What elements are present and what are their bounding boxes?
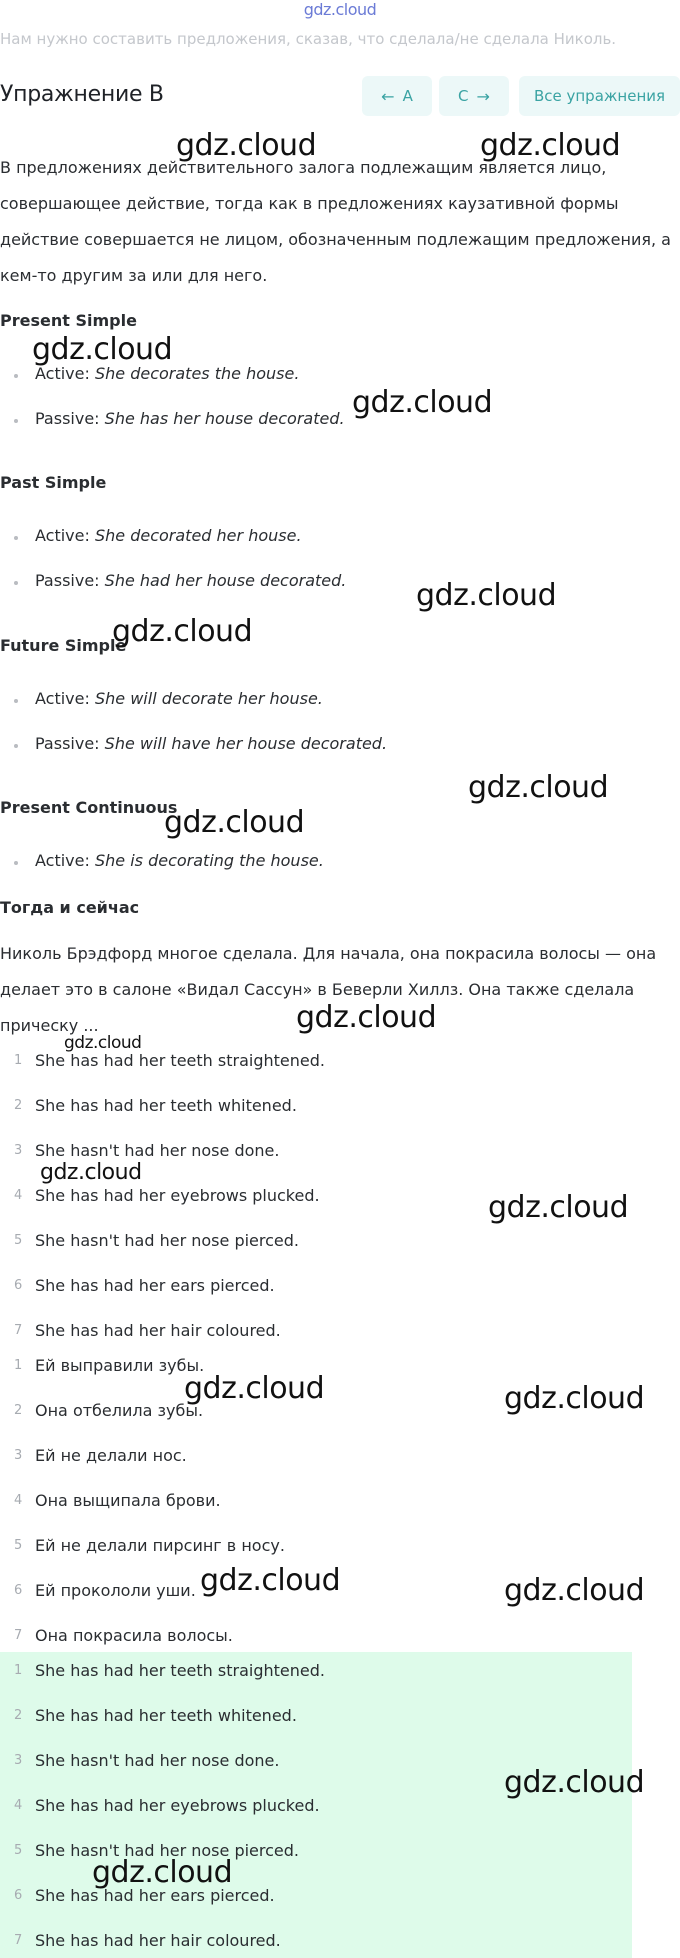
next-exercise-button[interactable]	[439, 76, 509, 116]
item-text: She hasn't had her nose pierced.	[35, 1841, 299, 1860]
list-item	[0, 1321, 680, 1351]
list-item	[0, 1536, 680, 1566]
item-number: 1	[14, 1663, 23, 1678]
item-text: Ей не делали пирсинг в носу.	[35, 1536, 285, 1555]
item-number: 4	[14, 1493, 23, 1508]
list-item	[0, 1051, 680, 1081]
example-item: Active: She will decorate her house.	[16, 689, 323, 708]
item-text: Ей не делали нос.	[35, 1446, 187, 1465]
item-number: 3	[14, 1753, 23, 1768]
item-text: She has had her ears pierced.	[35, 1276, 275, 1295]
item-text: She hasn't had her nose pierced.	[35, 1231, 299, 1250]
item-text: Она покрасила волосы.	[35, 1626, 233, 1645]
all-exercises-button[interactable]	[519, 76, 680, 116]
example-item: Active: She decorated her house.	[16, 526, 302, 545]
list-item	[0, 1931, 680, 1958]
list-item	[0, 1491, 680, 1521]
watermark: gdz.cloud	[164, 805, 305, 840]
section-heading-then-now: Тогда и сейчас	[0, 898, 140, 917]
then-now-paragraph: Николь Брэдфорд многое сделала. Для начала, она покрасила волосы — она делает это в салоне «Видал Сассун» в Беверли Хиллз. Она также сделала прическу ...	[0, 944, 657, 1035]
item-number: 5	[14, 1843, 23, 1858]
section-heading-present-simple: Present Simple	[0, 311, 137, 330]
item-text: Ей прокололи уши.	[35, 1581, 196, 1600]
item-text: She has had her eyebrows plucked.	[35, 1796, 320, 1815]
watermark: gdz.cloud	[40, 1160, 142, 1185]
watermark: gdz.cloud	[176, 128, 317, 163]
item-number: 4	[14, 1798, 23, 1813]
intro-text: Нам нужно составить предложения, сказав, что сделала/не сделала Николь.	[0, 30, 617, 48]
list-item	[0, 1276, 680, 1306]
section-heading-present-continuous: Present Continuous	[0, 798, 178, 817]
item-number: 2	[14, 1403, 23, 1418]
watermark: gdz.cloud	[352, 385, 493, 420]
watermark: gdz.cloud	[64, 1033, 142, 1053]
watermark: gdz.cloud	[112, 614, 253, 649]
item-text: She has had her hair coloured.	[35, 1321, 281, 1340]
watermark: gdz.cloud	[92, 1855, 233, 1890]
item-number: 1	[14, 1053, 23, 1068]
example-item: Passive: She has her house decorated.	[16, 409, 345, 428]
watermark: gdz.cloud	[504, 1765, 645, 1800]
watermark: gdz.cloud	[480, 128, 621, 163]
list-item	[0, 1706, 680, 1736]
arrow-left-icon: ←	[381, 86, 395, 106]
item-text: She has had her hair coloured.	[35, 1931, 281, 1950]
example-item: Passive: She will have her house decorated.	[16, 734, 387, 753]
next-exercise-label: C	[458, 87, 469, 105]
watermark: gdz.cloud	[296, 1000, 437, 1035]
item-text: Она выщипала брови.	[35, 1491, 221, 1510]
section-heading-future-simple: Future Simple	[0, 636, 127, 655]
item-number: 5	[14, 1538, 23, 1553]
watermark: gdz.cloud	[504, 1573, 645, 1608]
arrow-right-icon: →	[476, 86, 490, 106]
watermark: gdz.cloud	[488, 1190, 629, 1225]
section-heading-past-simple: Past Simple	[0, 473, 107, 492]
list-item	[0, 1096, 680, 1126]
item-number: 5	[14, 1233, 23, 1248]
item-text: Ей выправили зубы.	[35, 1356, 205, 1375]
theory-paragraph: В предложениях действительного залога подлежащим является лицо, совершающее действие, тогда как в предложениях каузативной формы действие совершается не лицом, обозначенным подлежащим предложения, а кем-то другим за или для него.	[0, 158, 671, 285]
item-number: 3	[14, 1143, 23, 1158]
item-number: 7	[14, 1323, 23, 1338]
all-exercises-label: Все упражнения	[533, 87, 666, 105]
item-text: She has had her ears pierced.	[35, 1886, 275, 1905]
example-item: Active: She decorates the house.	[16, 364, 299, 383]
item-number: 7	[14, 1628, 23, 1643]
item-number: 4	[14, 1188, 23, 1203]
item-number: 2	[14, 1708, 23, 1723]
item-text: She hasn't had her nose done.	[35, 1751, 280, 1770]
item-number: 6	[14, 1888, 23, 1903]
example-item: Passive: She had her house decorated.	[16, 571, 346, 590]
item-text: She has had her eyebrows plucked.	[35, 1186, 320, 1205]
item-text: She has had her teeth straightened.	[35, 1051, 325, 1070]
example-item: Active: She is decorating the house.	[16, 851, 324, 870]
item-text: Она отбелила зубы.	[35, 1401, 204, 1420]
watermark: gdz.cloud	[416, 578, 557, 613]
watermark: gdz.cloud	[504, 1381, 645, 1416]
item-text: She hasn't had her nose done.	[35, 1141, 280, 1160]
exercise-header	[0, 76, 680, 116]
item-number: 6	[14, 1583, 23, 1598]
list-item	[0, 1661, 680, 1691]
item-text: She has had her teeth whitened.	[35, 1706, 297, 1725]
item-number: 1	[14, 1358, 23, 1373]
item-text: She has had her teeth straightened.	[35, 1661, 325, 1680]
item-number: 2	[14, 1098, 23, 1113]
page-title: Упражнение B	[0, 82, 164, 107]
item-text: She has had her teeth whitened.	[35, 1096, 297, 1115]
watermark: gdz.cloud	[184, 1371, 325, 1406]
list-item	[0, 1886, 680, 1916]
item-number: 6	[14, 1278, 23, 1293]
watermark: gdz.cloud	[32, 332, 173, 367]
watermark: gdz.cloud	[468, 770, 609, 805]
list-item	[0, 1446, 680, 1476]
item-number: 7	[14, 1933, 23, 1948]
watermark: gdz.cloud	[200, 1563, 341, 1598]
site-logo[interactable]: gdz.cloud	[303, 0, 377, 19]
list-item	[0, 1796, 680, 1826]
prev-exercise-button[interactable]	[362, 76, 432, 116]
item-number: 3	[14, 1448, 23, 1463]
list-item	[0, 1231, 680, 1261]
prev-exercise-label: A	[402, 87, 413, 105]
